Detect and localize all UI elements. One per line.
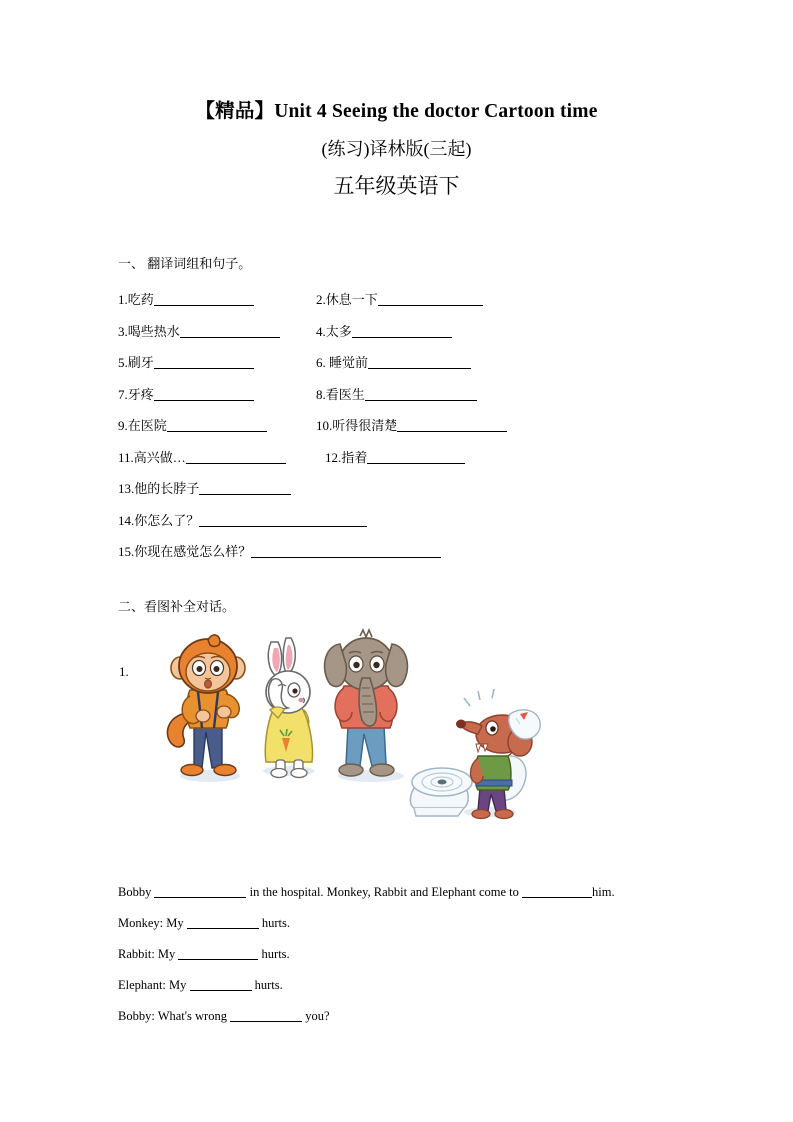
translation-row [118,447,678,479]
translation-item [316,384,477,403]
translation-item-label: 9.在医院 [118,418,167,433]
translation-item-label: 10.听得很清楚 [316,418,398,433]
translation-item-label: 2.休息一下 [316,292,378,307]
answer-blank[interactable] [368,355,471,369]
translation-item [118,415,267,434]
translation-item [118,289,254,308]
dialogue-suffix: him. [592,885,615,899]
answer-blank[interactable] [154,387,254,401]
translation-item-label: 13.他的长脖子 [118,481,200,496]
translation-item-label: 8.看医生 [316,386,365,402]
answer-blank[interactable] [251,544,441,558]
dialogue-prefix: Rabbit: My [118,947,176,961]
translation-item [316,415,507,434]
translation-item [118,541,441,560]
answer-blank[interactable] [187,915,259,929]
dialogue-prefix: Bobby [118,885,152,899]
dialogue-line [118,884,718,915]
translation-row [118,541,678,573]
translation-item-label: 1.吃药 [118,292,154,307]
answer-blank[interactable] [190,977,252,991]
monkey-character [167,635,245,776]
answer-blank[interactable] [199,481,291,495]
answer-blank[interactable] [522,884,592,898]
section-2-heading: 二、看图补全对话。 [118,599,236,614]
translation-item-label: 4.太多 [316,323,352,339]
hospital-bed [410,768,472,816]
answer-blank[interactable] [178,946,258,960]
cartoon-illustration [158,628,558,833]
title-edition: (练习)译林版(三起) [321,139,472,160]
translation-item-label: 12.指着 [325,449,368,465]
answer-blank[interactable] [180,324,280,338]
translation-row [118,384,678,416]
dialogue-prefix: Elephant: My [118,978,187,992]
dialogue-suffix: hurts. [261,947,290,961]
translation-item [118,510,367,529]
answer-blank[interactable] [352,324,452,338]
elephant-character [325,630,408,776]
question-number: 1. [119,664,129,679]
dialogue-suffix: you? [305,1009,330,1023]
answer-blank[interactable] [230,1008,302,1022]
dialogue-line [118,915,718,946]
answer-blank[interactable] [378,292,483,306]
translation-item [118,321,280,340]
answer-blank[interactable] [167,418,267,432]
translation-item [118,447,286,466]
translation-item [316,321,452,340]
translation-item-label: 6. 睡觉前 [316,355,369,370]
translation-row [118,415,678,447]
translation-item [325,447,465,466]
translation-item [118,352,254,371]
dialogue-prefix: Monkey: My [118,916,184,930]
dialogue-line [118,1008,718,1039]
translation-row [118,321,678,353]
translation-row [118,352,678,384]
dialogue-middle: in the hospital. Monkey, Rabbit and Elephant come to [249,885,519,899]
translation-item [316,352,471,371]
translation-item-label: 11.高兴做… [118,449,186,465]
translation-item-label: 14.你怎么了？ [118,512,200,528]
translation-exercise-list [118,289,678,573]
translation-item [118,478,291,497]
answer-blank[interactable] [154,355,254,369]
translation-item-label: 7.牙疼 [118,386,154,402]
title-grade: 五年级英语下 [333,173,460,198]
translation-item-label: 15.你现在感觉怎么样？ [118,544,252,559]
answer-blank[interactable] [365,387,477,401]
answer-blank[interactable] [397,418,507,432]
dialogue-fill-in-list [118,884,718,1039]
title-main: 【精品】Unit 4 Seeing the doctor Cartoon time [195,101,598,122]
rabbit-character [265,638,312,778]
translation-row [118,478,678,510]
dialogue-prefix: Bobby: What's wrong [118,1009,227,1023]
translation-item-label: 5.刷牙 [118,355,154,370]
answer-blank[interactable] [154,292,254,306]
answer-blank[interactable] [186,450,286,464]
section-1-heading: 一、 翻译词组和句子。 [118,256,252,271]
translation-item-label: 3.喝些热水 [118,323,180,339]
dialogue-line [118,946,718,977]
translation-item [118,384,254,403]
dialogue-suffix: hurts. [254,978,283,992]
dialogue-suffix: hurts. [261,916,290,930]
translation-row [118,510,678,542]
answer-blank[interactable] [154,884,246,898]
page-title [0,100,793,199]
translation-item [316,289,483,308]
translation-row [118,289,678,321]
answer-blank[interactable] [199,513,367,527]
dialogue-line [118,977,718,1008]
answer-blank[interactable] [367,450,465,464]
